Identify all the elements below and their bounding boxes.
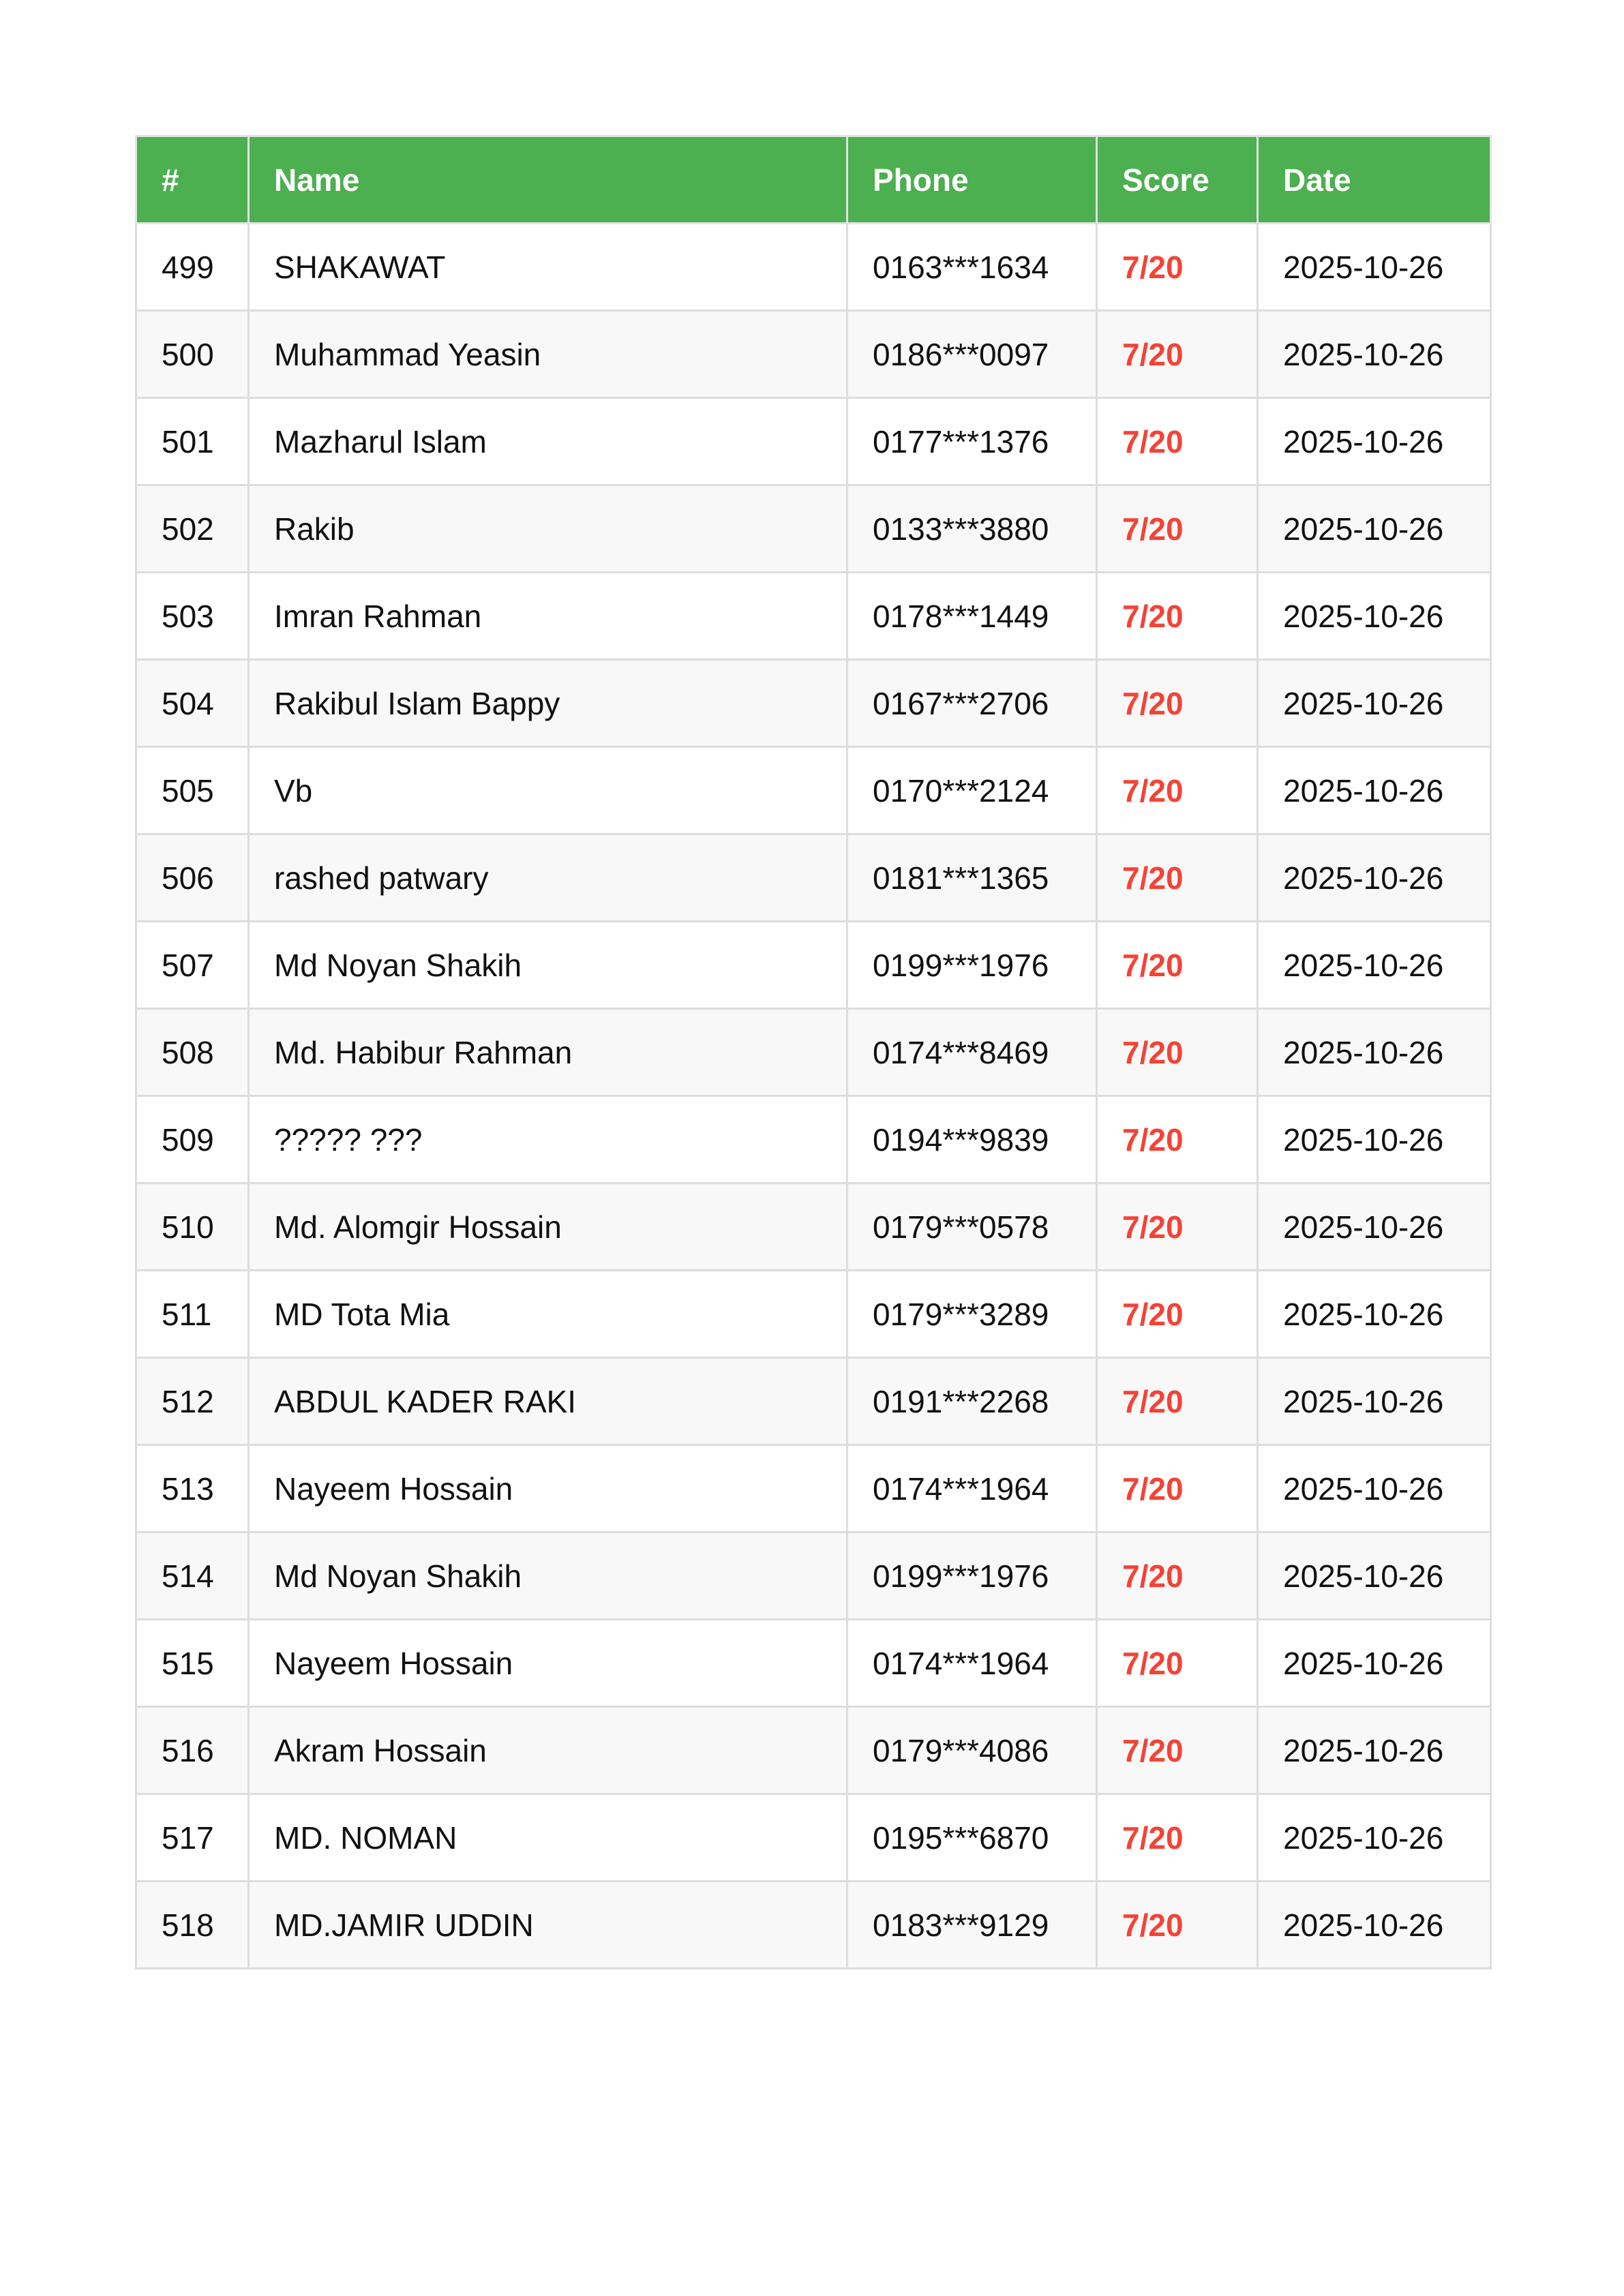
table-row — [136, 1183, 1491, 1271]
cell-number: 509 — [136, 1096, 249, 1183]
cell-number: 510 — [136, 1183, 249, 1271]
cell-name: Nayeem Hossain — [249, 1445, 847, 1532]
cell-phone: 0194***9839 — [847, 1096, 1097, 1183]
header-score: Score — [1097, 136, 1258, 224]
cell-number: 504 — [136, 660, 249, 747]
table-row — [136, 1620, 1491, 1707]
table-header — [136, 136, 1491, 224]
cell-name: Md Noyan Shakih — [249, 1532, 847, 1620]
cell-date: 2025-10-26 — [1258, 1358, 1491, 1445]
cell-phone: 0133***3880 — [847, 485, 1097, 573]
table-row — [136, 1794, 1491, 1882]
cell-name: Mazharul Islam — [249, 398, 847, 485]
cell-phone: 0191***2268 — [847, 1358, 1097, 1445]
table-row — [136, 224, 1491, 311]
cell-date: 2025-10-26 — [1258, 1009, 1491, 1096]
cell-name: Md. Habibur Rahman — [249, 1009, 847, 1096]
cell-date: 2025-10-26 — [1258, 1271, 1491, 1358]
cell-number: 501 — [136, 398, 249, 485]
cell-phone: 0195***6870 — [847, 1794, 1097, 1882]
cell-number: 515 — [136, 1620, 249, 1707]
cell-date: 2025-10-26 — [1258, 1096, 1491, 1183]
cell-date: 2025-10-26 — [1258, 1794, 1491, 1882]
cell-date: 2025-10-26 — [1258, 1707, 1491, 1794]
cell-number: 514 — [136, 1532, 249, 1620]
cell-name: rashed patwary — [249, 834, 847, 922]
cell-name: Imran Rahman — [249, 573, 847, 660]
cell-date: 2025-10-26 — [1258, 1532, 1491, 1620]
table-row — [136, 573, 1491, 660]
cell-number: 512 — [136, 1358, 249, 1445]
table-body — [136, 224, 1491, 1969]
cell-score: 7/20 — [1097, 311, 1258, 398]
cell-date: 2025-10-26 — [1258, 485, 1491, 573]
cell-score: 7/20 — [1097, 1445, 1258, 1532]
cell-score: 7/20 — [1097, 1532, 1258, 1620]
cell-phone: 0174***1964 — [847, 1620, 1097, 1707]
cell-score: 7/20 — [1097, 747, 1258, 834]
cell-score: 7/20 — [1097, 573, 1258, 660]
cell-name: MD. NOMAN — [249, 1794, 847, 1882]
cell-name: Vb — [249, 747, 847, 834]
cell-date: 2025-10-26 — [1258, 311, 1491, 398]
results-table-container — [135, 135, 1490, 1969]
cell-phone: 0177***1376 — [847, 398, 1097, 485]
cell-score: 7/20 — [1097, 224, 1258, 311]
cell-number: 500 — [136, 311, 249, 398]
cell-score: 7/20 — [1097, 485, 1258, 573]
table-row — [136, 1096, 1491, 1183]
table-row — [136, 660, 1491, 747]
cell-score: 7/20 — [1097, 834, 1258, 922]
table-row — [136, 398, 1491, 485]
results-table — [135, 135, 1492, 1969]
header-date: Date — [1258, 136, 1491, 224]
cell-name: ABDUL KADER RAKI — [249, 1358, 847, 1445]
cell-score: 7/20 — [1097, 660, 1258, 747]
table-row — [136, 922, 1491, 1009]
cell-number: 516 — [136, 1707, 249, 1794]
cell-name: Muhammad Yeasin — [249, 311, 847, 398]
cell-number: 518 — [136, 1882, 249, 1969]
header-name: Name — [249, 136, 847, 224]
cell-date: 2025-10-26 — [1258, 1183, 1491, 1271]
cell-name: Md Noyan Shakih — [249, 922, 847, 1009]
cell-phone: 0186***0097 — [847, 311, 1097, 398]
cell-score: 7/20 — [1097, 1271, 1258, 1358]
cell-number: 507 — [136, 922, 249, 1009]
cell-number: 506 — [136, 834, 249, 922]
cell-score: 7/20 — [1097, 1794, 1258, 1882]
header-row — [136, 136, 1491, 224]
cell-score: 7/20 — [1097, 1707, 1258, 1794]
cell-phone: 0199***1976 — [847, 922, 1097, 1009]
cell-date: 2025-10-26 — [1258, 834, 1491, 922]
cell-phone: 0179***0578 — [847, 1183, 1097, 1271]
cell-date: 2025-10-26 — [1258, 660, 1491, 747]
table-row — [136, 485, 1491, 573]
cell-date: 2025-10-26 — [1258, 922, 1491, 1009]
cell-phone: 0170***2124 — [847, 747, 1097, 834]
cell-date: 2025-10-26 — [1258, 398, 1491, 485]
cell-score: 7/20 — [1097, 1882, 1258, 1969]
cell-score: 7/20 — [1097, 1009, 1258, 1096]
cell-score: 7/20 — [1097, 1358, 1258, 1445]
cell-number: 508 — [136, 1009, 249, 1096]
cell-name: MD Tota Mia — [249, 1271, 847, 1358]
cell-name: ????? ??? — [249, 1096, 847, 1183]
cell-phone: 0183***9129 — [847, 1882, 1097, 1969]
table-row — [136, 1707, 1491, 1794]
table-row — [136, 311, 1491, 398]
cell-number: 502 — [136, 485, 249, 573]
cell-name: Md. Alomgir Hossain — [249, 1183, 847, 1271]
cell-name: Rakibul Islam Bappy — [249, 660, 847, 747]
cell-phone: 0167***2706 — [847, 660, 1097, 747]
cell-date: 2025-10-26 — [1258, 224, 1491, 311]
table-row — [136, 1882, 1491, 1969]
cell-score: 7/20 — [1097, 922, 1258, 1009]
cell-phone: 0163***1634 — [847, 224, 1097, 311]
cell-date: 2025-10-26 — [1258, 747, 1491, 834]
cell-number: 511 — [136, 1271, 249, 1358]
cell-name: Nayeem Hossain — [249, 1620, 847, 1707]
cell-date: 2025-10-26 — [1258, 1445, 1491, 1532]
cell-number: 505 — [136, 747, 249, 834]
cell-date: 2025-10-26 — [1258, 1882, 1491, 1969]
cell-number: 513 — [136, 1445, 249, 1532]
cell-score: 7/20 — [1097, 1183, 1258, 1271]
cell-date: 2025-10-26 — [1258, 573, 1491, 660]
cell-phone: 0199***1976 — [847, 1532, 1097, 1620]
header-phone: Phone — [847, 136, 1097, 224]
cell-number: 503 — [136, 573, 249, 660]
table-row — [136, 834, 1491, 922]
cell-number: 499 — [136, 224, 249, 311]
table-row — [136, 1009, 1491, 1096]
cell-phone: 0178***1449 — [847, 573, 1097, 660]
cell-phone: 0179***4086 — [847, 1707, 1097, 1794]
cell-phone: 0174***8469 — [847, 1009, 1097, 1096]
table-row — [136, 1445, 1491, 1532]
cell-phone: 0181***1365 — [847, 834, 1097, 922]
cell-number: 517 — [136, 1794, 249, 1882]
cell-date: 2025-10-26 — [1258, 1620, 1491, 1707]
table-row — [136, 1271, 1491, 1358]
cell-score: 7/20 — [1097, 1096, 1258, 1183]
cell-score: 7/20 — [1097, 398, 1258, 485]
cell-name: SHAKAWAT — [249, 224, 847, 311]
table-row — [136, 747, 1491, 834]
cell-score: 7/20 — [1097, 1620, 1258, 1707]
cell-name: Rakib — [249, 485, 847, 573]
table-row — [136, 1358, 1491, 1445]
cell-name: Akram Hossain — [249, 1707, 847, 1794]
header-number: # — [136, 136, 249, 224]
table-row — [136, 1532, 1491, 1620]
cell-name: MD.JAMIR UDDIN — [249, 1882, 847, 1969]
cell-phone: 0179***3289 — [847, 1271, 1097, 1358]
cell-phone: 0174***1964 — [847, 1445, 1097, 1532]
